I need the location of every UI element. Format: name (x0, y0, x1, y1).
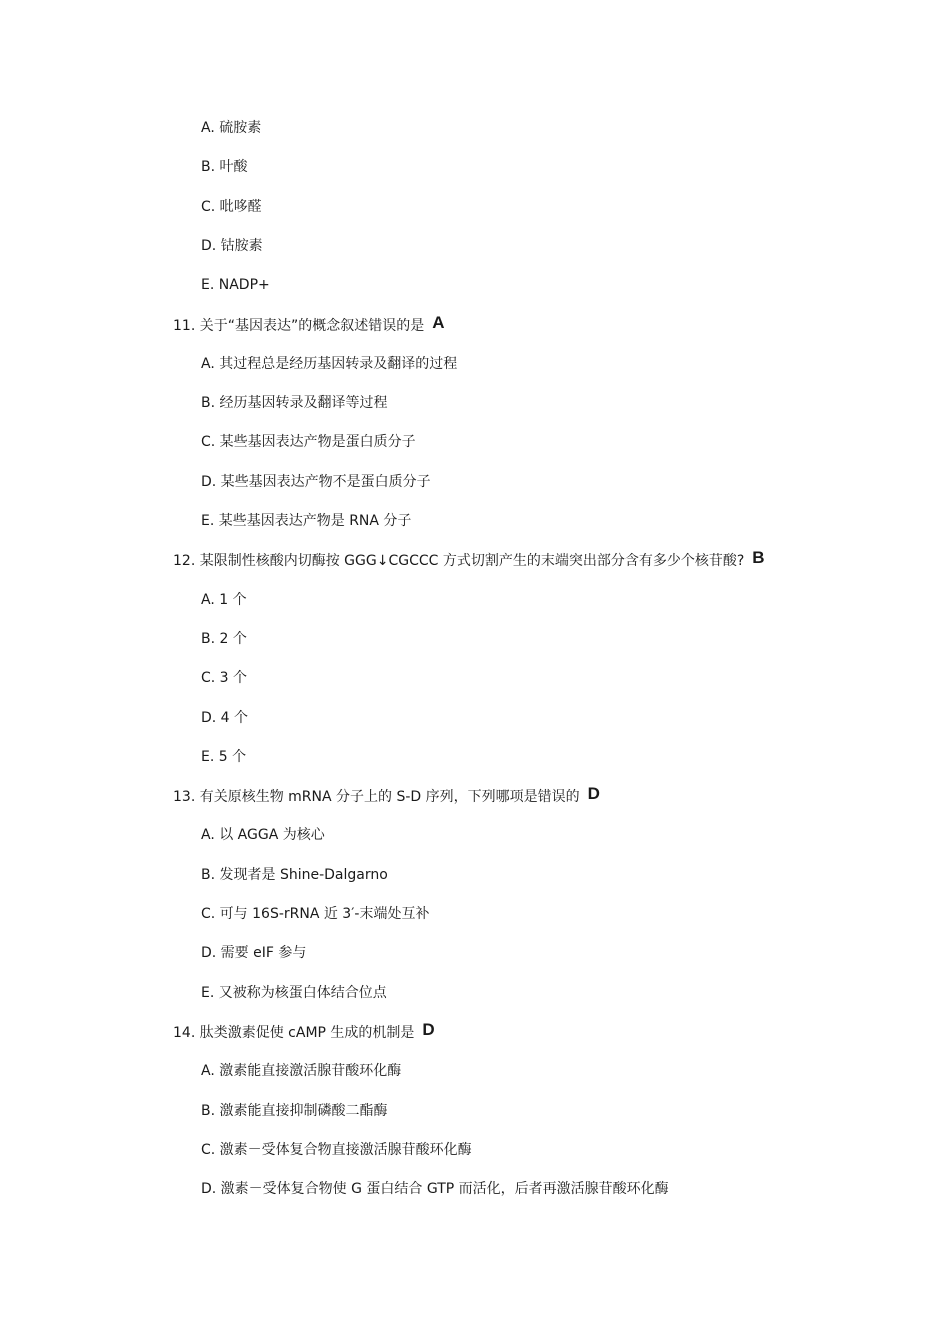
option-text: D. 某些基因表达产物不是蛋白质分子 (201, 474, 431, 490)
question-text: 14. 肽类激素促使 cAMP 生成的机制是 (173, 1025, 415, 1041)
option-text: A. 硫胺素 (201, 120, 262, 136)
question-text: 13. 有关原核生物 mRNA 分子上的 S-D 序列，下列哪项是错误的 (173, 789, 580, 805)
answer-option (201, 668, 247, 688)
answer-option (201, 1179, 669, 1199)
option-text: E. 某些基因表达产物是 RNA 分子 (201, 513, 412, 529)
answer-option (201, 197, 262, 217)
option-text: D. 激素－受体复合物使 G 蛋白结合 GTP 而活化，后者再激活腺苷酸环化酶 (201, 1181, 669, 1197)
option-text: B. 经历基因转录及翻译等过程 (201, 395, 388, 411)
option-text: C. 可与 16S-rRNA 近 3′-末端处互补 (201, 906, 430, 922)
answer-option (201, 354, 457, 374)
answer-option (201, 511, 411, 531)
answer-option (201, 825, 325, 845)
option-text: D. 4 个 (201, 710, 249, 726)
option-text: C. 激素－受体复合物直接激活腺苷酸环化酶 (201, 1142, 472, 1158)
option-text: B. 激素能直接抑制磷酸二酯酶 (201, 1103, 388, 1119)
answer-option (201, 904, 429, 924)
answer-key: D (422, 1020, 435, 1039)
option-text: B. 2 个 (201, 631, 247, 647)
question-stem (173, 550, 765, 571)
option-text: A. 其过程总是经历基因转录及翻译的过程 (201, 356, 458, 372)
option-text: C. 吡哆醛 (201, 199, 262, 215)
answer-key: B (752, 548, 765, 567)
answer-option (201, 118, 261, 138)
answer-option (201, 432, 416, 452)
answer-option (201, 708, 248, 728)
question-stem (173, 1022, 435, 1043)
option-text: A. 1 个 (201, 592, 247, 608)
question-text: 11. 关于“基因表达”的概念叙述错误的是 (173, 318, 425, 334)
question-text: 12. 某限制性核酸内切酶按 GGG↓CGCCC 方式切割产生的末端突出部分含有多少个核苷酸? (173, 553, 745, 569)
answer-option (201, 275, 270, 295)
option-text: D. 需要 eIF 参与 (201, 945, 307, 961)
answer-key: A (432, 313, 445, 332)
option-text: C. 3 个 (201, 670, 248, 686)
option-text: A. 以 AGGA 为核心 (201, 827, 325, 843)
question-stem (173, 786, 600, 807)
answer-option (201, 393, 388, 413)
answer-option (201, 1140, 472, 1160)
answer-option (201, 590, 247, 610)
answer-option (201, 943, 306, 963)
answer-key: D (587, 784, 600, 803)
option-text: E. 5 个 (201, 749, 247, 765)
answer-option (201, 1101, 388, 1121)
option-text: B. 叶酸 (201, 159, 248, 175)
answer-option (201, 983, 387, 1003)
answer-option (201, 629, 247, 649)
question-stem (173, 315, 445, 336)
option-text: D. 钴胺素 (201, 238, 263, 254)
option-text: C. 某些基因表达产物是蛋白质分子 (201, 434, 416, 450)
answer-option (201, 1061, 401, 1081)
answer-option (201, 472, 431, 492)
answer-option (201, 747, 246, 767)
option-text: A. 激素能直接激活腺苷酸环化酶 (201, 1063, 402, 1079)
answer-option (201, 865, 388, 885)
answer-option (201, 236, 263, 256)
option-text: E. NADP+ (201, 277, 270, 293)
option-text: B. 发现者是 Shine-Dalgarno (201, 867, 388, 883)
answer-option (201, 157, 248, 177)
option-text: E. 又被称为核蛋白体结合位点 (201, 985, 387, 1001)
